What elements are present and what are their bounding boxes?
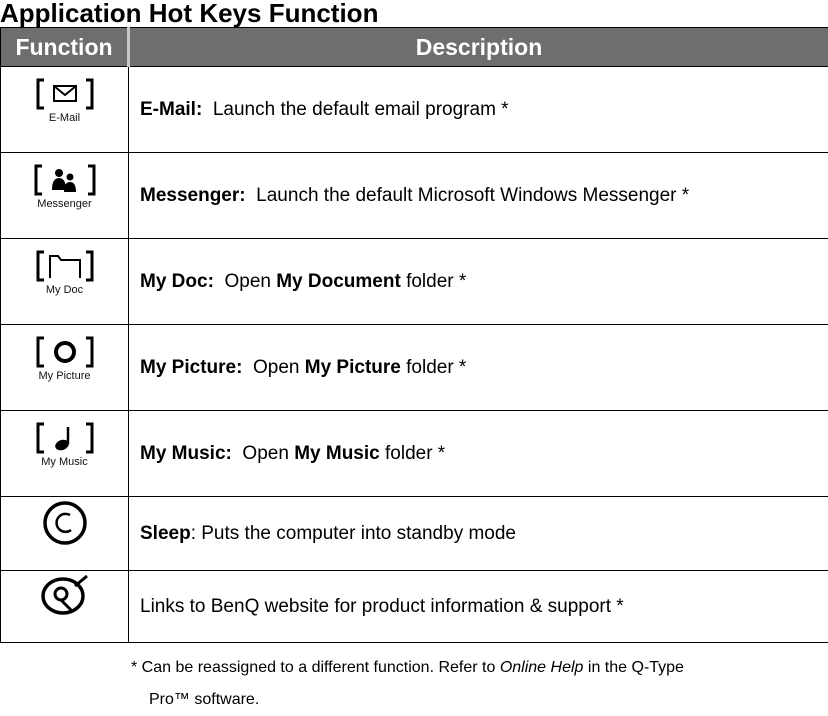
camera-icon bbox=[36, 336, 94, 368]
description-suffix: folder * bbox=[401, 357, 466, 378]
description-cell bbox=[129, 67, 828, 153]
function-cell bbox=[1, 411, 129, 497]
folder-name: My Document bbox=[276, 271, 401, 292]
description-cell bbox=[129, 571, 828, 643]
icon-caption: Messenger bbox=[34, 198, 96, 210]
email-key bbox=[36, 78, 94, 124]
table-row bbox=[1, 571, 828, 643]
description-cell bbox=[129, 325, 828, 411]
key-name: My Doc: bbox=[140, 271, 214, 292]
table-row bbox=[1, 411, 828, 497]
my-music-key bbox=[36, 422, 94, 468]
table-row bbox=[1, 153, 828, 239]
function-cell bbox=[1, 497, 129, 571]
messenger-icon bbox=[34, 164, 96, 196]
function-cell bbox=[1, 325, 129, 411]
folder-name: My Music bbox=[294, 443, 380, 464]
web-key bbox=[39, 574, 91, 618]
table-row bbox=[1, 325, 828, 411]
icon-caption: E-Mail bbox=[36, 112, 94, 124]
description-text: Open bbox=[224, 271, 276, 292]
footnote bbox=[131, 652, 684, 716]
function-cell bbox=[1, 571, 129, 643]
description-cell bbox=[129, 497, 828, 571]
key-name: Sleep bbox=[140, 523, 191, 544]
description-suffix: folder * bbox=[380, 443, 445, 464]
description-suffix: folder * bbox=[401, 271, 466, 292]
description-cell bbox=[129, 411, 828, 497]
my-picture-key bbox=[36, 336, 94, 382]
header-function: Function bbox=[1, 28, 129, 67]
moon-icon bbox=[41, 500, 89, 546]
hot-keys-table bbox=[0, 27, 828, 643]
header-description: Description bbox=[129, 28, 828, 67]
sleep-key bbox=[41, 500, 89, 546]
email-icon bbox=[36, 78, 94, 110]
icon-caption: My Picture bbox=[36, 370, 94, 382]
table-row bbox=[1, 239, 828, 325]
folder-icon bbox=[36, 250, 94, 282]
footnote-line-1: * Can be reassigned to a different function. Refer to Online Help in the Q-Type bbox=[131, 652, 684, 684]
description-cell bbox=[129, 239, 828, 325]
web-link-icon bbox=[39, 574, 91, 618]
key-name: E-Mail: bbox=[140, 99, 202, 120]
description-text: Launch the default email program * bbox=[213, 99, 509, 120]
description-text: Links to BenQ website for product information & support * bbox=[140, 596, 624, 617]
online-help-reference: Online Help bbox=[500, 659, 584, 676]
icon-caption: My Doc bbox=[36, 284, 94, 296]
folder-name: My Picture bbox=[305, 357, 401, 378]
function-cell bbox=[1, 67, 129, 153]
table-row bbox=[1, 497, 828, 571]
function-cell bbox=[1, 239, 129, 325]
page-title: Application Hot Keys Function bbox=[0, 0, 378, 29]
table-header-row bbox=[1, 28, 828, 67]
icon-caption: My Music bbox=[36, 456, 94, 468]
description-text: Open bbox=[242, 443, 294, 464]
table-row bbox=[1, 67, 828, 153]
my-doc-key bbox=[36, 250, 94, 296]
function-cell bbox=[1, 153, 129, 239]
description-text: Launch the default Microsoft Windows Messenger * bbox=[256, 185, 689, 206]
key-name: My Picture: bbox=[140, 357, 242, 378]
description-text: Open bbox=[253, 357, 305, 378]
description-text: : Puts the computer into standby mode bbox=[191, 523, 516, 544]
key-name: My Music: bbox=[140, 443, 232, 464]
messenger-key bbox=[34, 164, 96, 210]
key-name: Messenger: bbox=[140, 185, 246, 206]
footnote-line-2: Pro™ software. bbox=[131, 684, 684, 716]
music-note-icon bbox=[36, 422, 94, 454]
description-cell bbox=[129, 153, 828, 239]
